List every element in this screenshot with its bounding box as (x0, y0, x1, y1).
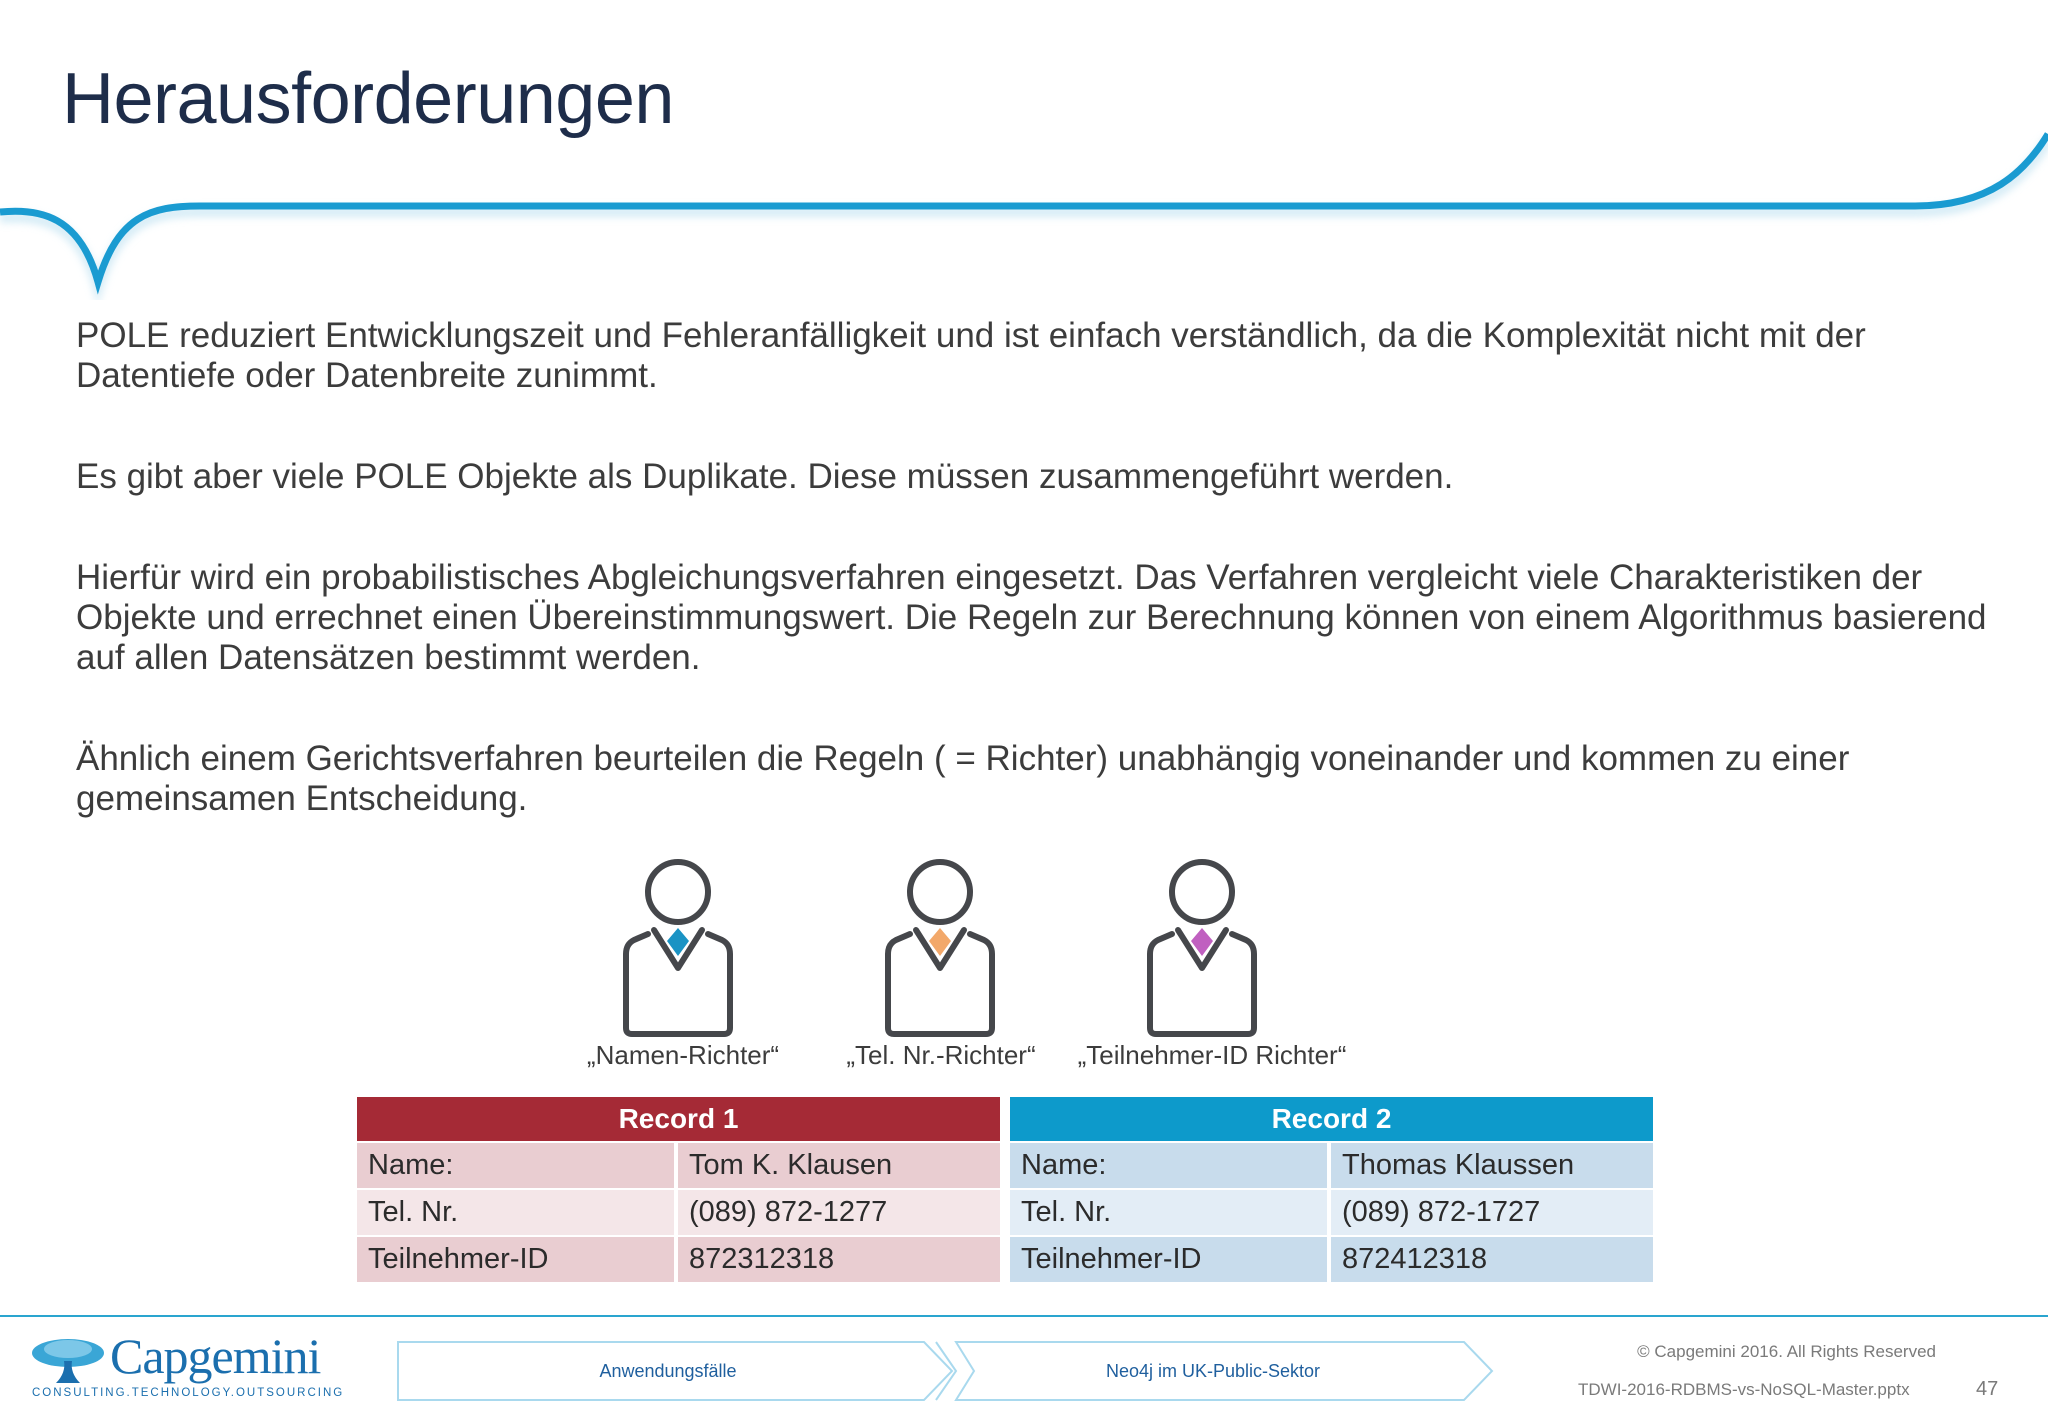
field-label: Name: (1010, 1141, 1331, 1188)
judge-icon-participant-id (1150, 862, 1254, 1034)
field-label: Name: (357, 1141, 678, 1188)
table-row (357, 1188, 1000, 1235)
paragraph-matching: Hierfür wird ein probabilistisches Abgleichungsverfahren eingesetzt. Das Verfahren vergleicht viele Charakteristiken der Objekte und errechnet einen Übereinstimmungswert. Die Regeln zur Berechnung können von einem Algorithmus basierend auf allen Datensätzen bestimmt werden. (76, 558, 1987, 677)
field-label: Teilnehmer-ID (357, 1235, 678, 1282)
person-body (626, 934, 730, 1034)
tie-icon (929, 928, 951, 956)
paragraph-duplicates: Es gibt aber viele POLE Objekte als Duplikate. Diese müssen zusammengeführt werden. (76, 457, 1454, 496)
person-collar (1178, 930, 1226, 968)
field-value: Thomas Klaussen (1331, 1141, 1653, 1188)
table-row (1010, 1235, 1653, 1282)
judge-icon-names (626, 862, 730, 1034)
judge-label-phone: „Tel. Nr.-Richter“ (846, 1040, 1036, 1070)
breadcrumb-item-use-cases[interactable]: Anwendungsfälle (599, 1361, 737, 1381)
field-label: Tel. Nr. (357, 1188, 678, 1235)
paragraph-pole: POLE reduziert Entwicklungszeit und Fehleranfälligkeit und ist einfach verständlich, da die Komplexität nicht mit der Datentiefe oder Datenbreite zunimmt. (76, 316, 1866, 395)
body-text (76, 316, 1996, 880)
table-row (357, 1235, 1000, 1282)
field-label: Tel. Nr. (1010, 1188, 1331, 1235)
breadcrumb-arrows (396, 1340, 1496, 1402)
slide-title: Herausforderungen (62, 59, 674, 139)
record-2-table (1010, 1097, 1653, 1282)
paragraph-court: Ähnlich einem Gerichtsverfahren beurteilen die Regeln ( = Richter) unabhängig voneinander und kommen zu einer gemeinsamen Entscheidung. (76, 739, 1850, 818)
judge-label-names: „Namen-Richter“ (586, 1040, 780, 1070)
header-wave-decoration (0, 0, 2048, 300)
breadcrumb-item-neo4j-uk[interactable]: Neo4j im UK-Public-Sektor (1105, 1361, 1321, 1381)
judge-icon-phone (888, 862, 992, 1034)
person-body (888, 934, 992, 1034)
capgemini-logo (30, 1327, 345, 1403)
file-name: TDWI-2016-RDBMS-vs-NoSQL-Master.pptx (1578, 1380, 1910, 1399)
table-row (1010, 1141, 1653, 1188)
field-value: 872412318 (1331, 1235, 1653, 1282)
record-1-title: Record 1 (357, 1097, 1000, 1141)
page-number: 47 (1976, 1378, 1999, 1400)
table-row (1010, 1188, 1653, 1235)
person-body (1150, 934, 1254, 1034)
field-value: (089) 872-1727 (1331, 1188, 1653, 1235)
field-value: Tom K. Klausen (678, 1141, 1000, 1188)
breadcrumb (396, 1340, 1496, 1402)
spade-logo-icon (30, 1331, 110, 1387)
person-collar (916, 930, 964, 968)
record-2-title: Record 2 (1010, 1097, 1653, 1141)
person-collar (654, 930, 702, 968)
field-value: 872312318 (678, 1235, 1000, 1282)
judge-label-participant-id: „Teilnehmer-ID Richter“ (1077, 1040, 1347, 1070)
record-1-table (357, 1097, 1000, 1282)
tie-icon (1191, 928, 1213, 956)
copyright-text: © Capgemini 2016. All Rights Reserved (1637, 1342, 1936, 1361)
field-value: (089) 872-1277 (678, 1188, 1000, 1235)
table-row (357, 1141, 1000, 1188)
logo-wordmark: Capgemini (110, 1328, 321, 1384)
tie-icon (667, 928, 689, 956)
logo-tagline: CONSULTING.TECHNOLOGY.OUTSOURCING (32, 1387, 345, 1399)
footer-divider (0, 1315, 2048, 1317)
field-label: Teilnehmer-ID (1010, 1235, 1331, 1282)
